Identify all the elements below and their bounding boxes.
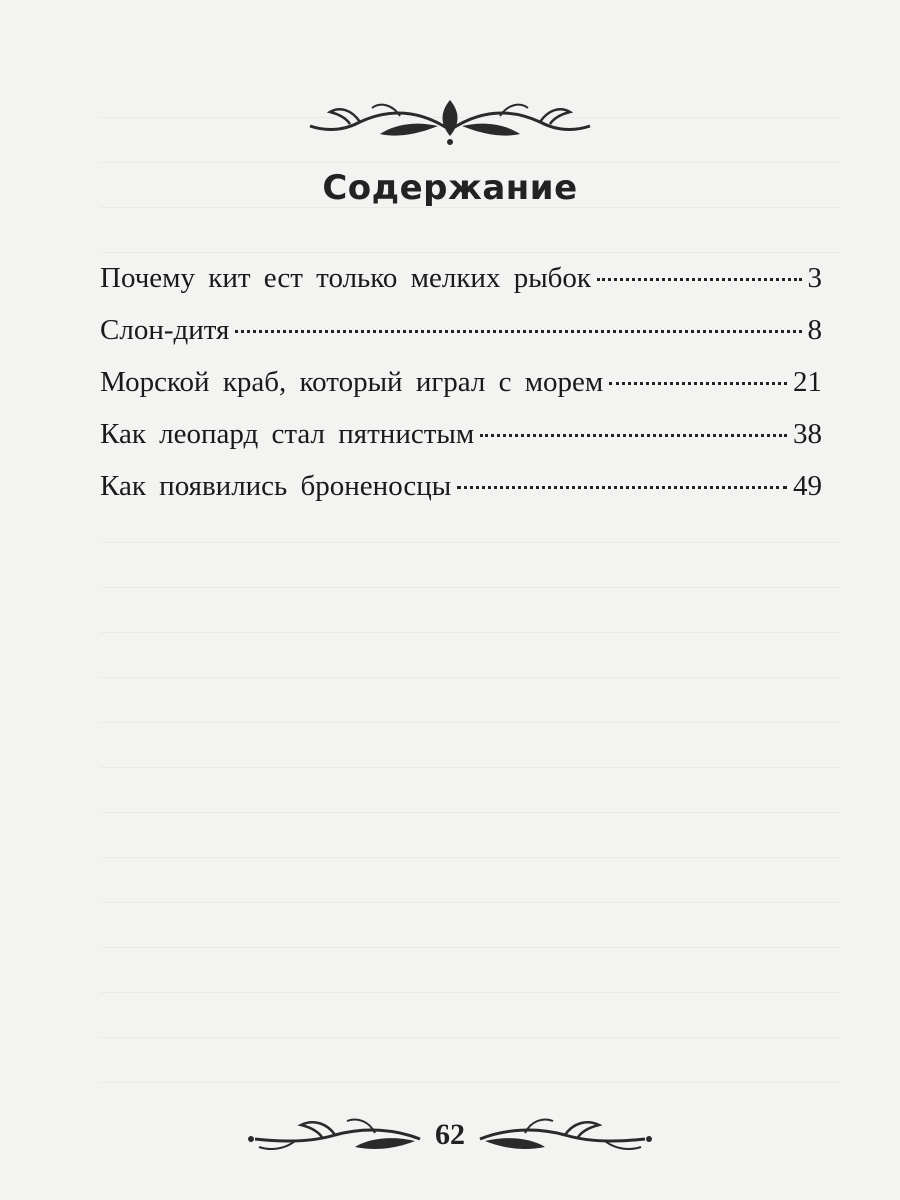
toc-dot-leader bbox=[597, 278, 801, 281]
toc-entry-page: 49 bbox=[793, 470, 822, 502]
bleed-through-line bbox=[100, 700, 840, 723]
toc-entry-page: 38 bbox=[793, 418, 822, 450]
toc-dot-leader bbox=[457, 486, 787, 489]
bleed-through-line bbox=[100, 790, 840, 813]
page-title: Содержание bbox=[322, 168, 578, 208]
toc-entry bbox=[100, 314, 822, 366]
toc-entry-title: Слон-дитя bbox=[100, 314, 230, 346]
toc-entry-title: Как леопард стал пятнистым bbox=[100, 418, 475, 450]
bleed-through-line bbox=[100, 230, 840, 253]
bleed-through-line bbox=[100, 565, 840, 588]
toc-entry bbox=[100, 470, 822, 522]
bleed-through-line bbox=[100, 925, 840, 948]
toc-entry-title: Как появились броненосцы bbox=[100, 470, 452, 502]
bleed-through-line bbox=[100, 520, 840, 543]
toc-entry-page: 3 bbox=[807, 262, 822, 294]
toc-entry bbox=[100, 262, 822, 314]
flourish-ornament-icon bbox=[300, 90, 600, 150]
page-number: 62 bbox=[435, 1118, 465, 1151]
bleed-through-line bbox=[100, 970, 840, 993]
bleed-through-line bbox=[100, 835, 840, 858]
toc-entry bbox=[100, 418, 822, 470]
table-of-contents bbox=[100, 262, 822, 522]
toc-dot-leader bbox=[609, 382, 787, 385]
bleed-through-line bbox=[100, 1015, 840, 1038]
bleed-through-line bbox=[100, 655, 840, 678]
bleed-through-line bbox=[100, 745, 840, 768]
toc-entry-page: 8 bbox=[807, 314, 822, 346]
toc-dot-leader bbox=[235, 330, 801, 333]
toc-entry-title: Морской краб, который играл с морем bbox=[100, 366, 604, 398]
toc-entry-page: 21 bbox=[793, 366, 822, 398]
bleed-through-line bbox=[100, 880, 840, 903]
bleed-through-line bbox=[100, 1060, 840, 1083]
toc-entry-title: Почему кит ест только мелких рыбок bbox=[100, 262, 592, 294]
toc-dot-leader bbox=[480, 434, 787, 437]
toc-entry bbox=[100, 366, 822, 418]
bleed-through-line bbox=[100, 610, 840, 633]
